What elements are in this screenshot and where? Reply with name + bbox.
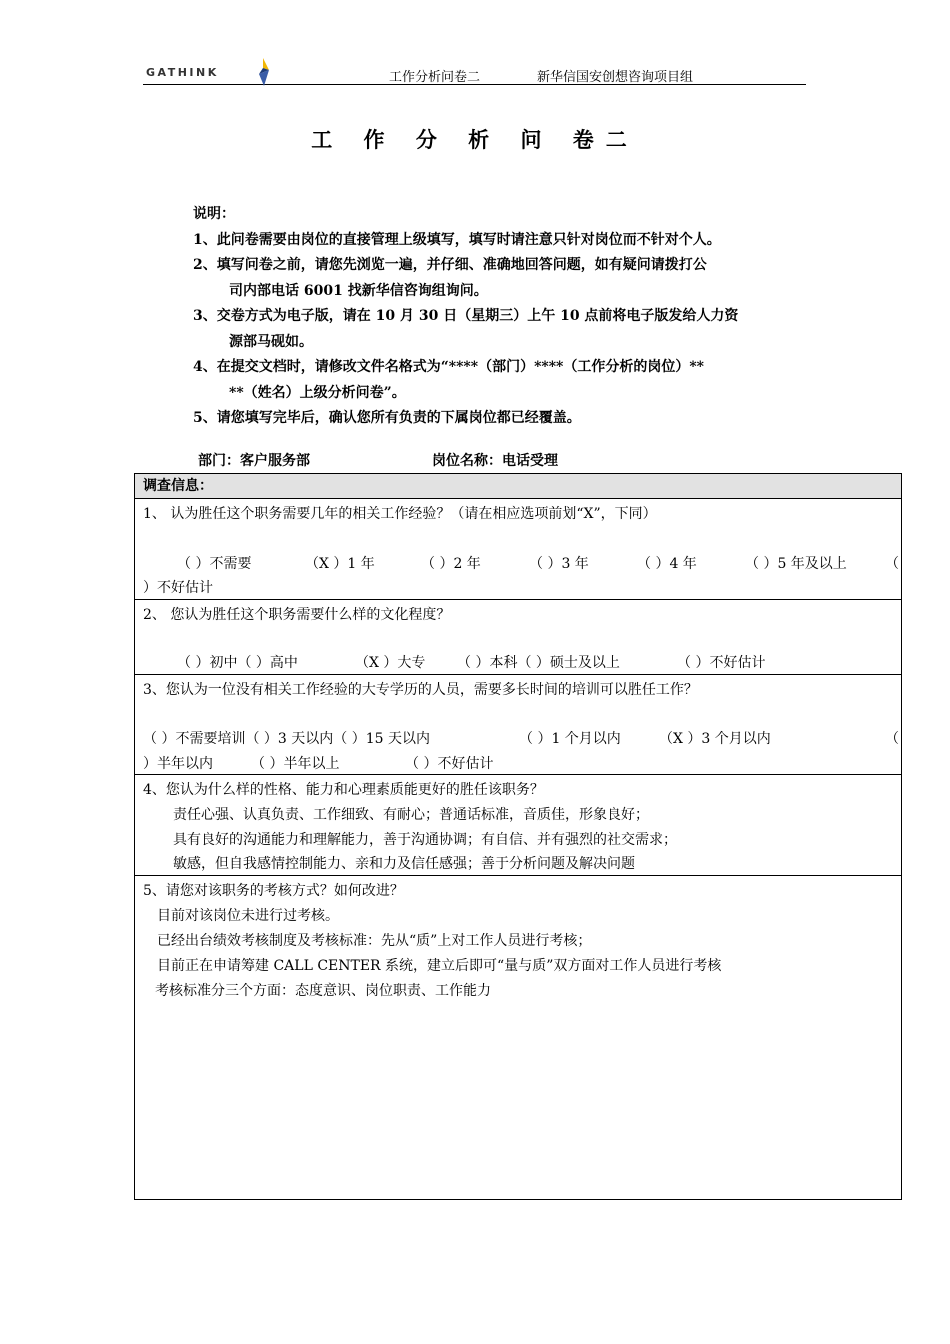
q3-option[interactable]: （ ）1 个月以内 [519, 731, 621, 747]
q4-answer-line: 敏感，但自我感情控制能力、亲和力及信任感强；善于分析问题及解决问题 [173, 856, 635, 872]
instruction-item: 5、请您填写完毕后，确认您所有负责的下属岗位都已经覆盖。 [193, 410, 581, 426]
question-1-section [135, 499, 901, 600]
question-3: 3、您认为一位没有相关工作经验的大专学历的人员，需要多长时间的培训可以胜任工作？ [143, 682, 698, 698]
instruction-item: 4、在提交文档时，请修改文件名格式为“****（部门）****（工作分析的岗位）** [193, 359, 705, 375]
q2-option[interactable]: （ ）不好估计 [677, 655, 766, 671]
q2-option[interactable]: （ ）本科（ ）硕士及以上 [457, 655, 620, 671]
instruction-item-continued: 源部马砚如。 [229, 333, 313, 350]
q3-option-continued[interactable]: ）半年以内 [143, 756, 213, 772]
instructions [193, 202, 833, 432]
q3-option[interactable]: （ [885, 731, 899, 747]
question-5-section [135, 876, 901, 1200]
header-document-name: 工作分析问卷二 [389, 70, 481, 85]
q5-answer-line: 已经出台绩效考核制度及考核标准：先从“质”上对工作人员进行考核； [157, 933, 592, 949]
position-field: 岗位名称：电话受理 [432, 453, 558, 469]
q5-answer-line: 考核标准分三个方面：态度意识、岗位职责、工作能力 [155, 983, 491, 999]
q1-option[interactable]: （ ）5 年及以上 [745, 556, 847, 572]
q2-option-selected[interactable]: （X ）大专 [355, 655, 426, 671]
q1-option-selected[interactable]: （X ）1 年 [305, 556, 375, 572]
q3-option-selected[interactable]: （X ）3 个月以内 [659, 731, 771, 747]
question-5: 5、请您对该职务的考核方式？如何改进？ [143, 883, 404, 899]
document-title: 工 作 分 析 问 卷二 [311, 127, 639, 152]
instruction-item: 2、填写问卷之前，请您先浏览一遍，并仔细、准确地回答问题，如有疑问请拨打公 [193, 257, 707, 273]
instruction-item-continued: 司内部电话 6001 找新华信咨询组询问。 [229, 282, 488, 299]
survey-heading: 调查信息： [135, 474, 901, 499]
q1-option[interactable]: （ ）4 年 [637, 556, 697, 572]
q1-option[interactable]: （ ）不需要 [177, 556, 252, 572]
q1-option[interactable]: （ ）2 年 [421, 556, 481, 572]
instruction-item-continued: **（姓名）上级分析问卷”。 [229, 384, 406, 401]
question-2: 2、 您认为胜任这个职务需要什么样的文化程度？ [143, 607, 451, 623]
department-field: 部门：客户服务部 [198, 453, 310, 469]
question-2-section [135, 600, 901, 675]
q4-answer-line: 责任心强、认真负责、工作细致、有耐心；普通话标准，音质佳，形象良好； [173, 807, 649, 823]
q2-option[interactable]: （ ）初中（ ）高中 [177, 655, 298, 671]
q4-answer-line: 具有良好的沟通能力和理解能力，善于沟通协调；有自信、并有强烈的社交需求； [173, 832, 677, 848]
company-logo-text: GATHINK [146, 66, 219, 79]
q5-answer-line: 目前正在申请筹建 CALL CENTER 系统，建立后即可“量与质”双方面对工作人员进行考核 [157, 958, 722, 974]
survey-table [134, 473, 902, 1200]
instructions-heading: 说明： [193, 206, 235, 222]
page-header [143, 58, 806, 85]
logo-icon [255, 58, 271, 86]
header-organization: 新华信国安创想咨询项目组 [537, 70, 694, 85]
q3-option[interactable]: （ ）不好估计 [405, 756, 494, 772]
question-3-section [135, 675, 901, 775]
instruction-item: 3、交卷方式为电子版，请在 10 月 30 日（星期三）上午 10 点前将电子版发给人力资 [193, 308, 739, 324]
question-4: 4、您认为什么样的性格、能力和心理素质能更好的胜任该职务？ [143, 782, 544, 798]
instruction-item: 1、此问卷需要由岗位的直接管理上级填写，填写时请注意只针对岗位而不针对个人。 [193, 231, 721, 248]
q1-option[interactable]: （ ）3 年 [529, 556, 589, 572]
q1-option[interactable]: （ [885, 556, 899, 572]
question-4-section [135, 775, 901, 876]
q1-option-continued[interactable]: ）不好估计 [143, 580, 213, 596]
q3-option[interactable]: （ ）不需要培训（ ）3 天以内（ ）15 天以内 [143, 731, 430, 747]
q5-answer-line: 目前对该岗位未进行过考核。 [157, 908, 339, 924]
q3-option[interactable]: （ ）半年以上 [251, 756, 340, 772]
question-1: 1、 认为胜任这个职务需要几年的相关工作经验？（请在相应选项前划“X”，下同） [143, 506, 657, 522]
